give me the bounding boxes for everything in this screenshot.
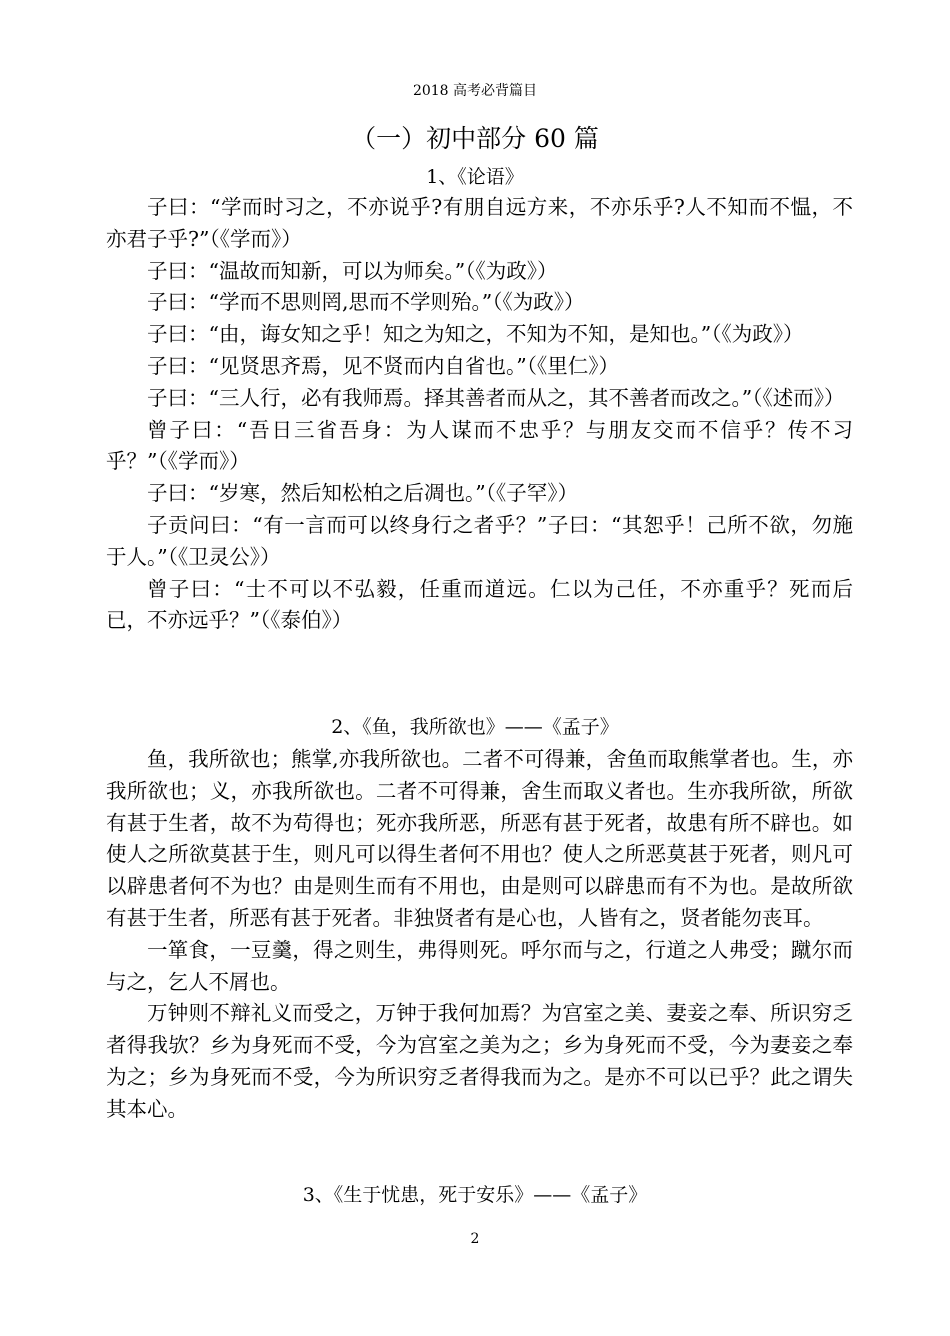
page-header: 2018 高考必背篇目: [412, 83, 538, 99]
paragraph: 子曰：“见贤思齐焉，见不贤而内自省也。”（《里仁》）: [147, 353, 619, 378]
paragraph: 子曰：“岁寒，然后知松柏之后凋也。”（《子罕》）: [147, 481, 578, 506]
paragraph: 一箪食，一豆羹，得之则生，弗得则死。呼尔而与之，行道之人弗受；蹴尔而与之，乞人不屑也。: [106, 937, 853, 994]
paragraph: 子曰：“由，诲女知之乎！知之为知之，不知为不知，是知也。”（《为政》）: [147, 322, 804, 347]
section-heading-3: 3、《生于忧患，死于安乐》——《孟子》: [302, 1184, 648, 1206]
paragraph: 子曰：“温故而知新，可以为师矣。”（《为政》）: [147, 258, 558, 283]
paragraph: 曾子曰：“吾日三省吾身：为人谋而不忠乎？与朋友交而不信乎？传不习乎？”（《学而》）: [106, 417, 853, 474]
section-heading-1: 1、《论语》: [426, 166, 524, 188]
paragraph: 子曰：“学而时习之，不亦说乎?有朋自远方来，不亦乐乎?人不知而不愠，不亦君子乎?”（《学而》）: [106, 195, 853, 251]
paragraph: 子曰：“三人行，必有我师焉。择其善者而从之，其不善者而改之。”（《述而》）: [147, 385, 845, 410]
main-title: （一）初中部分 60 篇: [351, 124, 599, 153]
section-body-1: [106, 192, 853, 637]
paragraph: 子贡问曰：“有一言而可以终身行之者乎？”子曰：“其恕乎！己所不欲，勿施于人。”（《卫灵公》）: [106, 512, 853, 569]
paragraph: 鱼，我所欲也；熊掌,亦我所欲也。二者不可得兼，舍鱼而取熊掌者也。生，亦我所欲也；义，亦我所欲也。二者不可得兼，舍生而取义者也。生亦我所欲，所欲有甚于生者，故不为苟得也；死亦我所恶，所恶有甚于死者，故患有所不辟也。如使人之所欲莫甚于生，则凡可以得生者何不用也？使人之所恶莫甚于死者，则凡可以辟患者何不为也？由是则生而有不用也，由是则可以辟患而有不为也。是故所欲有甚于生者，所恶有甚于死者。非独贤者有是心也，人皆有之，贤者能勿丧耳。: [106, 747, 853, 930]
paragraph: 子曰：“学而不思则罔,思而不学则殆。”（《为政》）: [147, 290, 585, 315]
section-body-2: [106, 744, 853, 1126]
section-heading-2: 2、《鱼，我所欲也》——《孟子》: [331, 716, 619, 738]
paragraph: 万钟则不辩礼义而受之，万钟于我何加焉？为宫室之美、妻妾之奉、所识穷乏者得我欤？乡为身死而不受，今为宫室之美为之；乡为身死而不受，今为妻妾之奉为之；乡为身死而不受，今为所识穷乏者得我而为之。是亦不可以已乎？此之谓失其本心。: [106, 1001, 853, 1121]
page-number: 2: [470, 1231, 480, 1247]
paragraph: 曾子曰：“士不可以不弘毅，任重而道远。仁以为己任，不亦重乎？死而后已，不亦远乎？”（《泰伯》）: [106, 576, 853, 633]
